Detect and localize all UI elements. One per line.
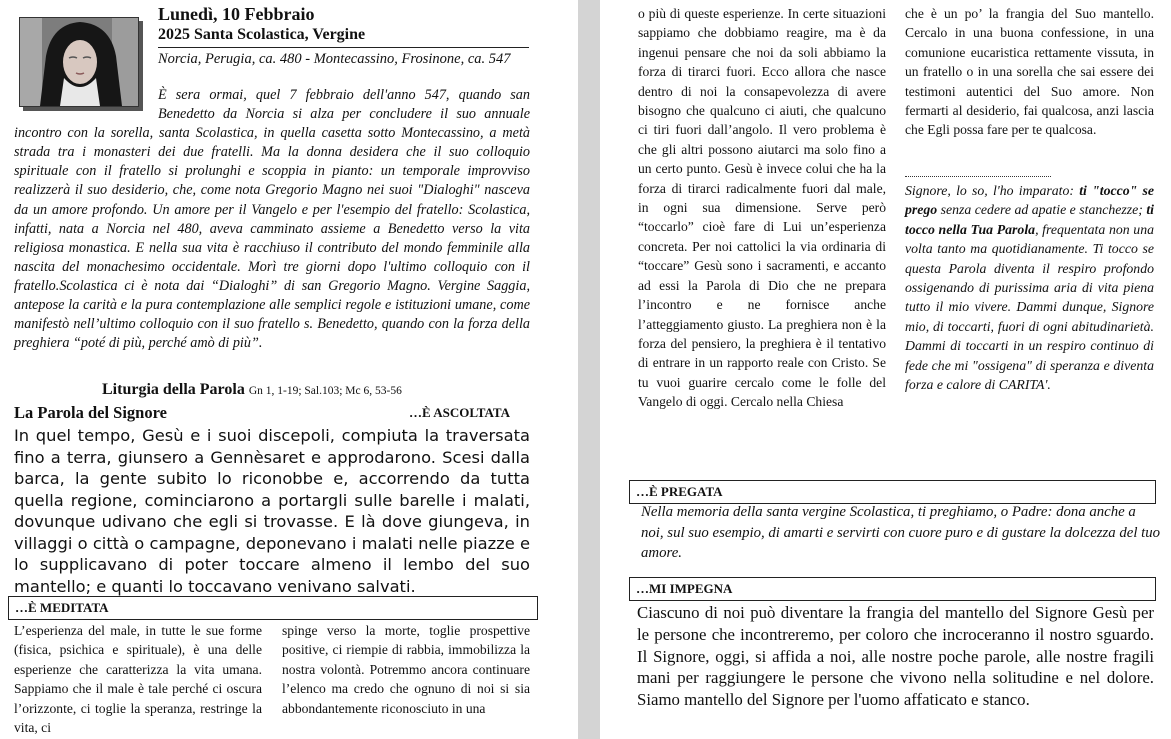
saint-biography [14, 86, 530, 353]
pregata-section-label: …È PREGATA [629, 480, 1156, 504]
saint-heading [158, 26, 365, 44]
prayer-part-3: senza cedere ad apatie e stanchezze; [937, 202, 1147, 218]
year-label: 2025 [158, 26, 190, 43]
impegna-section-label: …MI IMPEGNA [629, 577, 1156, 601]
prayer-emphasis-2: ti tocco nella Tua Parola [905, 202, 1154, 237]
portrait-spacer [14, 86, 158, 106]
header-divider [158, 47, 529, 48]
liturgy-heading [102, 381, 402, 399]
biography-text: È sera ormai, quel 7 febbraio dell'anno 547, quando san Benedetto da Norcia si alza per concludere il suo annuale incontro con la sorella, santa Scolastica, in quella casetta sotto Montecassino, a metà strada tra i monasteri dei due fratelli. Ma la donna desidera che il suo colloquio spirituale con il fratello si prolunghi e scoppia in pianto: un temporale improvviso realizzerà il suo desiderio, che, come nota Gregorio Magno nei suoi "Dialoghi" nasceva da un amore profondo. Un amore per il Vangelo e per l'esempio del fratello: Scolastica, infatti, nata a Norcia nel 480, aveva camminato assieme a Benedetto verso la vita religiosa monastica. E nella sua vita è racchiuso il contributo del mondo femminile alla nascita del monachesimo occidentale. Morì tre giorni dopo l'ultimo colloquio con il fratello.Scolastica ci è nota dai “Dialoghi” di san Gregorio Magno. Vergine Saggia, antepose la carità e la pura contemplazione alle semplici regole e istituzioni umane, come manifestò nell’ultimo colloquio con il suo fratello s. Benedetto, quando con la forza della preghiera “poté di più, perché amò di più”. [14, 87, 530, 352]
left-page [0, 0, 578, 739]
saint-places: Norcia, Perugia, ca. 480 - Montecassino, Frosinone, ca. 547 [158, 51, 511, 67]
ascoltata-label: …È ASCOLTATA [409, 405, 511, 420]
liturgy-title: Liturgia della Parola [102, 381, 245, 398]
prayer-part-5: , frequentata non una volta tanto ma quotidianamente. Ti tocco se questa Parola diventa il respiro profondo ossigenando di purissima aria di vita piena tutto il mio vivere. Dammi dunque, Signore mio, di toccarti, fuori di ogni abitudinarietà. Dammi di toccarti in un respiro continuo di fede che mi "ossigena" di speranza e diventa forza e calore di CARITA'. [905, 221, 1154, 393]
meditata-section-label: …È MEDITATA [8, 596, 538, 620]
date-heading: Lunedì, 10 Febbraio [158, 4, 315, 24]
page-gutter [578, 0, 600, 739]
meditation-column-1: L’esperienza del male, in tutte le sue forme (fisica, psichica e spirituale), è una delle esperienze che caratterizza la vita umana. Sappiamo che il male è tale perché ci oscura l’orizzonte, ci toglie la speranza, restringe la vita, ci [14, 623, 262, 736]
gospel-text: In quel tempo, Gesù e i suoi discepoli, compiuta la traversata fino a terra, giunsero a Gennèsaret e approdarono. Scesi dalla barca, la gente subito lo riconobbe e, accorrendo da tutta quella regione, cominciarono a portargli sulle barelle i malati, dovunque udivano che egli si trovasse. E là dove giungeva, in villaggi o città o campagne, deponevano i malati nelle piazze e lo supplicavano di poter toccare almeno il lembo del suo mantello; e quanti lo toccavano venivano salvati. [14, 426, 530, 596]
meditation-column-3: o più di queste esperienze. In certe situazioni sappiamo che dobbiamo reagire, ma è da ingenui pensare che noi da soli abbiamo la forza di tirarci fuori. Ecco allora che nasce dentro di noi la consapevolezza di avere bisogno che qualcuno ci aiuti, che qualcuno ci tiri fuori dall’angolo. Il vero problema è che gli altri possono aiutarci ma solo fino a un certo punto. Gesù è invece colui che ha la forza di tirarci radicalmente fuori dal male, in ogni sua dimensione. Serve però “toccarlo” cioè fare di Lui un’esperienza concreta. Per noi cattolici la via ordinaria di “toccare” Gesù sono i sacramenti, e accanto ad essi la Parola di Dio che ne prepara l’incontro e ne fornisce anche l’atteggiamento giusto. La preghiera non è la forza del pensiero, la preghiera è il tentativo di entrare in un rapporto reale con Cristo. Se tu vuoi guarire cercalo come le folle del Vangelo di oggi. Cercalo nella Chiesa [638, 6, 886, 410]
impegna-text: Ciascuno di noi può diventare la frangia del mantello del Signore Gesù per le persone che incontreremo, per coloro che incroceranno il nostro sguardo. Il Signore, oggi, si affida a noi, alle nostre poche parole, alle nostre fragili mani per raggiungere le persone che vivono nella solitudine e nel dolore. Siamo mantello del Signore per l'uomo affaticato e stanco. [637, 603, 1154, 710]
meditation-column-2: spinge verso la morte, toglie prospettive positive, ci riempie di rabbia, immobilizza la nostra volontà. Potremmo ancora continuare l’elenco ma credo che ognuno di noi si sia abbondantemente riconosciuto in una [282, 623, 530, 716]
right-page [600, 0, 1171, 739]
meditation-column-4: che è un po’ la frangia del Suo mantello. Cercalo in una buona confessione, in una comunione eucaristica rettamente vissuta, in un fratello o in una sorella che sai essere dei testimoni autentici del Suo amore. Non fermarti al desiderio, fai qualcosa, anzi lascia che Egli possa fare per te qualcosa. [905, 6, 1154, 138]
prayer-divider [905, 176, 1051, 177]
parola-title: La Parola del Signore [14, 403, 167, 422]
liturgy-references: Gn 1, 1-19; Sal.103; Mc 6, 53-56 [248, 385, 402, 397]
saint-name: Santa Scolastica, Vergine [194, 26, 366, 43]
prayer-emphasis-1: ti "tocco" se prego [905, 183, 1154, 218]
prayer-part-1: Signore, lo so, l'ho imparato: [905, 183, 1080, 198]
pregata-prayer-text: Nella memoria della santa vergine Scolastica, ti preghiamo, o Padre: dona anche a noi, sul suo esempio, di amarti e servirti con cuore puro e di gustare la dolcezza del tuo amore. [641, 504, 1161, 561]
personal-prayer [905, 181, 1154, 394]
